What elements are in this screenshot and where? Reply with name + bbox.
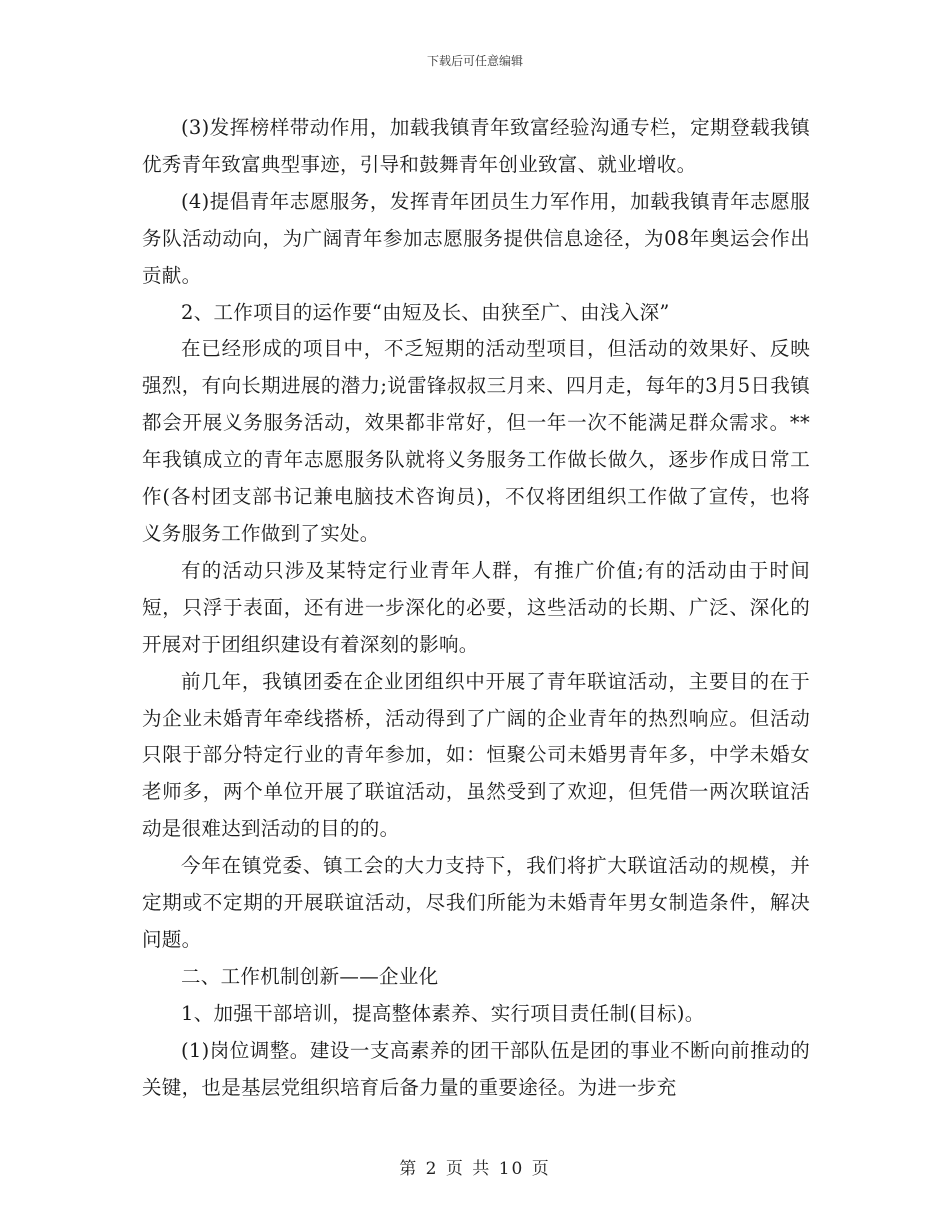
paragraph: 在已经形成的项目中，不乏短期的活动型项目，但活动的效果好、反映强烈，有向长期进展的潜力;说雷锋叔叔三月来、四月走，每年的3月5日我镇都会开展义务服务活动，效果都非常好，但一年一次不能满足群众需求。**年我镇成立的青年志愿服务队就将义务服务工作做长做久，逐步作成日常工作(各村团支部书记兼电脑技术咨询员)，不仅将团组织工作做了宣传，也将义务服务工作做到了实处。 xyxy=(142,337,810,545)
paragraph: (1)岗位调整。建设一支高素养的团干部队伍是团的事业不断向前推动的关键，也是基层党组织培育后备力量的重要途径。为进一步充 xyxy=(142,1038,810,1099)
section-heading: 二、工作机制创新——企业化 xyxy=(181,964,439,988)
section-heading: 2、工作项目的运作要“由短及长、由狭至广、由浅入深” xyxy=(181,300,670,324)
document-body xyxy=(142,110,810,1106)
subsection-heading: 1、加强干部培训，提高整体素养、实行项目责任制(目标)。 xyxy=(181,1001,705,1025)
paragraph: (4)提倡青年志愿服务，发挥青年团员生力军作用，加载我镇青年志愿服务队活动动向，为广阔青年参加志愿服务提供信息途径，为08年奥运会作出贡献。 xyxy=(142,189,810,287)
paragraph: 有的活动只涉及某特定行业青年人群，有推广价值;有的活动由于时间短，只浮于表面，还有进一步深化的必要，这些活动的长期、广泛、深化的开展对于团组织建设有着深刻的影响。 xyxy=(142,558,810,656)
paragraph: 前几年，我镇团委在企业团组织中开展了青年联谊活动，主要目的在于为企业未婚青年牵线搭桥，活动得到了广阔的企业青年的热烈响应。但活动只限于部分特定行业的青年参加，如：恒聚公司未婚男青年多，中学未婚女老师多，两个单位开展了联谊活动，虽然受到了欢迎，但凭借一两次联谊活动是很难达到活动的目的的。 xyxy=(142,669,810,841)
page-header: 下载后可任意编辑 xyxy=(426,54,523,68)
page-number-footer: 第 2 页 共 10 页 xyxy=(399,1159,551,1179)
paragraph: (3)发挥榜样带动作用，加载我镇青年致富经验沟通专栏，定期登载我镇优秀青年致富典型事迹，引导和鼓舞青年创业致富、就业增收。 xyxy=(142,116,810,176)
paragraph: 今年在镇党委、镇工会的大力支持下，我们将扩大联谊活动的规模，并定期或不定期的开展联谊活动，尽我们所能为未婚青年男女制造条件，解决问题。 xyxy=(142,854,810,951)
